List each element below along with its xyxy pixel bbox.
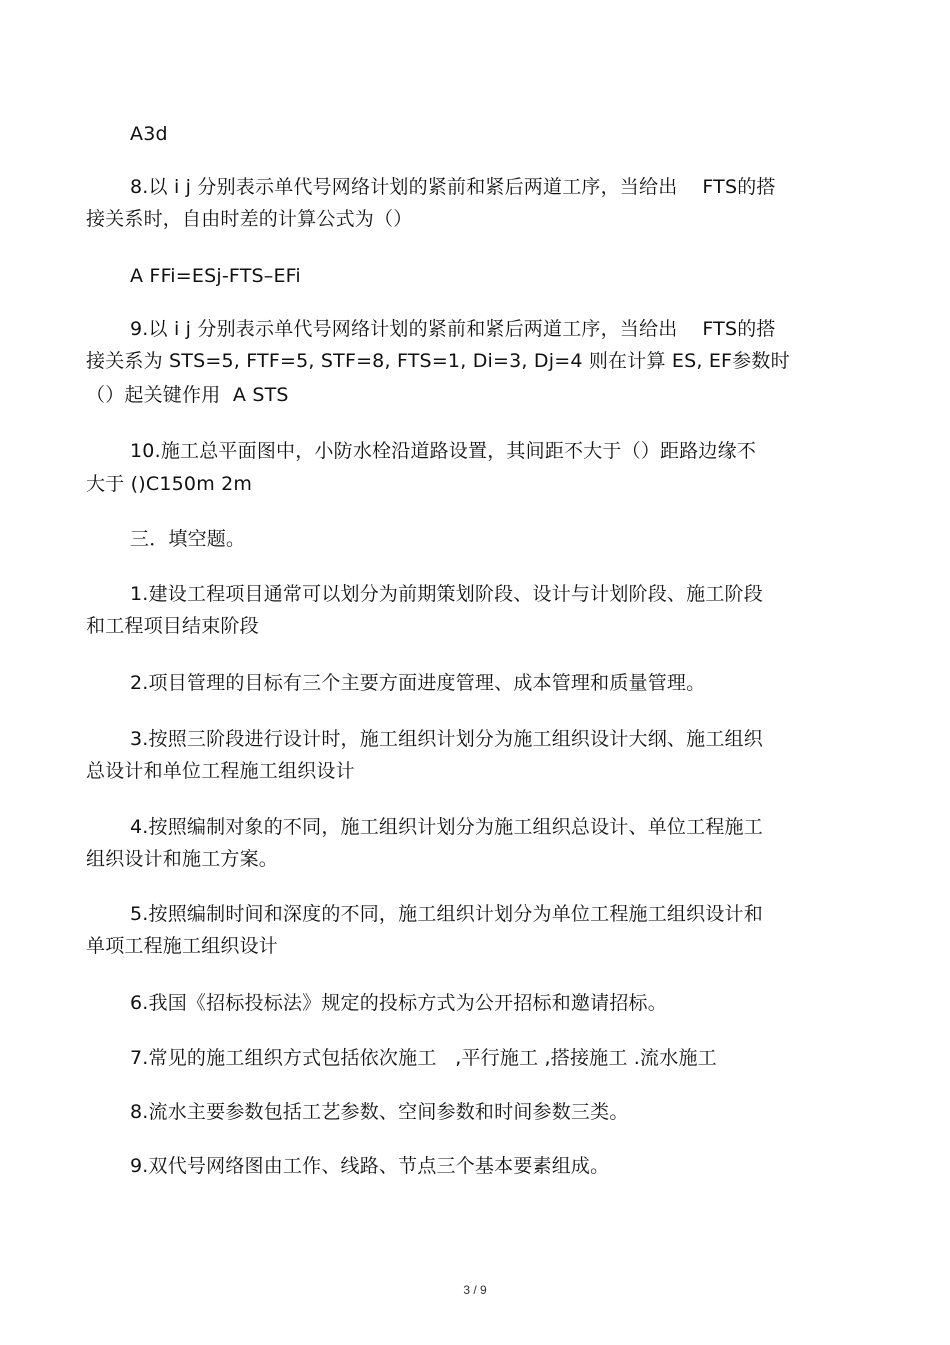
question-9-line-3: （）起关键作用 A STS [86,384,289,406]
question-8-line-2: 接关系时，自由时差的计算公式为（） [86,208,413,230]
fill-7-line-1: 7.常见的施工组织方式包括依次施工 ,平行施工 ,搭接施工 .流水施工 [130,1047,717,1069]
question-10-line-2: 大于 ()C150m 2m [86,473,253,495]
fill-4-line-2: 组织设计和施工方案。 [86,848,279,870]
fill-1-line-2: 和工程项目结束阶段 [86,615,259,637]
section-3-heading: 三．填空题。 [130,528,246,550]
fill-3-line-1: 3.按照三阶段进行设计时，施工组织计划分为施工组织设计大纲、施工组织 [130,728,763,750]
page-number: 3 / 9 [463,1283,487,1297]
fill-2-line-1: 2.项目管理的目标有三个主要方面进度管理、成本管理和质量管理。 [130,672,706,694]
fill-1-line-1: 1.建设工程项目通常可以划分为前期策划阶段、设计与计划阶段、施工阶段 [130,583,763,605]
question-8-line-1: 8.以 i j 分别表示单代号网络计划的紧前和紧后两道工序，当给出 FTS的搭 [130,176,776,198]
answer-a3d: A3d [130,123,168,145]
fill-5-line-1: 5.按照编制时间和深度的不同，施工组织计划分为单位工程施工组织设计和 [130,903,763,925]
question-8-answer: A FFi=ESj-FTS–EFi [130,265,301,287]
question-9-line-2: 接关系为 STS=5, FTF=5, STF=8, FTS=1, Di=3, Dj=4 则在计算 ES, EF参数时 [86,350,790,372]
fill-9-line-1: 9.双代号网络图由工作、线路、节点三个基本要素组成。 [130,1155,610,1177]
fill-4-line-1: 4.按照编制对象的不同，施工组织计划分为施工组织总设计、单位工程施工 [130,816,763,838]
question-9-line-1: 9.以 i j 分别表示单代号网络计划的紧前和紧后两道工序，当给出 FTS的搭 [130,318,776,340]
fill-6-line-1: 6.我国《招标投标法》规定的投标方式为公开招标和邀请招标。 [130,992,667,1014]
fill-8-line-1: 8.流水主要参数包括工艺参数、空间参数和时间参数三类。 [130,1101,629,1123]
fill-5-line-2: 单项工程施工组织设计 [86,935,279,957]
question-10-line-1: 10.施工总平面图中，小防水栓沿道路设置，其间距不大于（）距路边缘不 [130,440,757,462]
fill-3-line-2: 总设计和单位工程施工组织设计 [86,760,355,782]
